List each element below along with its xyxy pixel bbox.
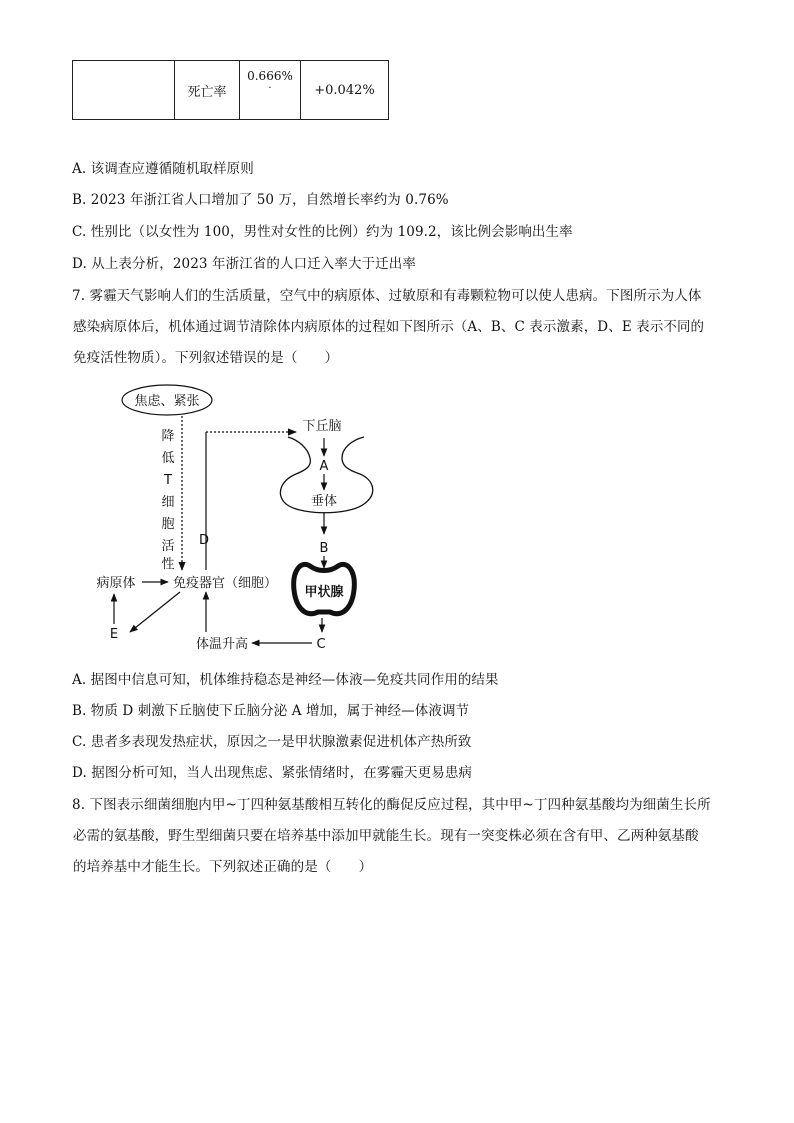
q7-option-b: B. 物质 D 刺激下丘脑使下丘脑分泌 A 增加，属于神经—体液调节	[72, 703, 470, 719]
d-label: D	[198, 533, 210, 548]
a-label: A	[319, 459, 329, 474]
q8-stem-line-3: 的培养基中才能生长。下列叙述正确的是（ ）	[73, 859, 373, 875]
e-label: E	[109, 627, 119, 642]
arrow-immune-to-e	[130, 592, 180, 632]
lower-t-char-7: 性	[161, 557, 175, 572]
value-mark: ·	[268, 83, 272, 94]
lower-t-char-3: T	[164, 473, 172, 488]
pathogen-label: 病原体	[96, 576, 136, 591]
q6-option-c: C. 性别比（以女性为 100，男性对女性的比例）约为 109.2，该比例会影响出生率	[72, 224, 573, 240]
b-label: B	[319, 541, 329, 556]
c-label: C	[316, 637, 326, 652]
q7-option-c: C. 患者多表现发热症状，原因之一是甲状腺激素促进机体产热所致	[72, 734, 472, 750]
pituitary-label: 垂体	[310, 494, 338, 509]
q7-stem-line-3: 免疫活性物质）。下列叙述错误的是（ ）	[73, 350, 339, 366]
immune-label: 免疫器官（细胞）	[172, 576, 278, 591]
q7-option-d: D. 据图分析可知，当人出现焦虑、紧张情绪时，在雾霾天更易患病	[72, 765, 473, 781]
lower-t-char-4: 细	[161, 495, 175, 510]
table-cell-change: +0.042%	[301, 61, 389, 120]
q7-option-a: A. 据图中信息可知，机体维持稳态是神经—体液—免疫共同作用的结果	[72, 672, 499, 688]
lower-t-char-1: 降	[161, 429, 175, 444]
anxiety-label: 焦虑、紧张	[134, 394, 200, 409]
q6-option-a: A. 该调查应遵循随机取样原则	[72, 161, 254, 177]
lower-t-char-2: 低	[161, 451, 175, 466]
lower-t-char-6: 活	[161, 539, 175, 554]
q8-stem-line-1: 8. 下图表示细菌细胞内甲~丁四种氨基酸相互转化的酶促反应过程，其中甲~丁四种氨基酸均为细菌生长所	[72, 797, 711, 813]
q7-stem-line-2: 感染病原体后，机体通过调节清除体内病原体的过程如下图所示（A、B、C 表示激素，D、E 表示不同的	[73, 319, 705, 335]
fever-label: 体温升高	[195, 637, 249, 652]
q8-stem-line-2: 必需的氨基酸，野生型细菌只要在培养基中添加甲就能生长。现有一突变株必须在含有甲、乙两种氨基酸	[73, 828, 699, 844]
death-rate-value: 0.666%	[247, 69, 293, 83]
hypothalamus-label: 下丘脑	[302, 419, 342, 434]
q6-option-d: D. 从上表分析，2023 年浙江省的人口迁入率大于迁出率	[72, 256, 416, 272]
q7-stem-line-1: 7. 雾霾天气影响人们的生活质量，空气中的病原体、过敏原和有毒颗粒物可以使人患病。下图所示为人体	[72, 288, 702, 304]
q6-option-b: B. 2023 年浙江省人口增加了 50 万，自然增长率约为 0.76%	[72, 192, 449, 208]
thyroid-label: 甲状腺	[304, 585, 344, 600]
table-cell-label: 死亡率	[175, 61, 240, 120]
lower-t-char-5: 胞	[161, 517, 175, 532]
